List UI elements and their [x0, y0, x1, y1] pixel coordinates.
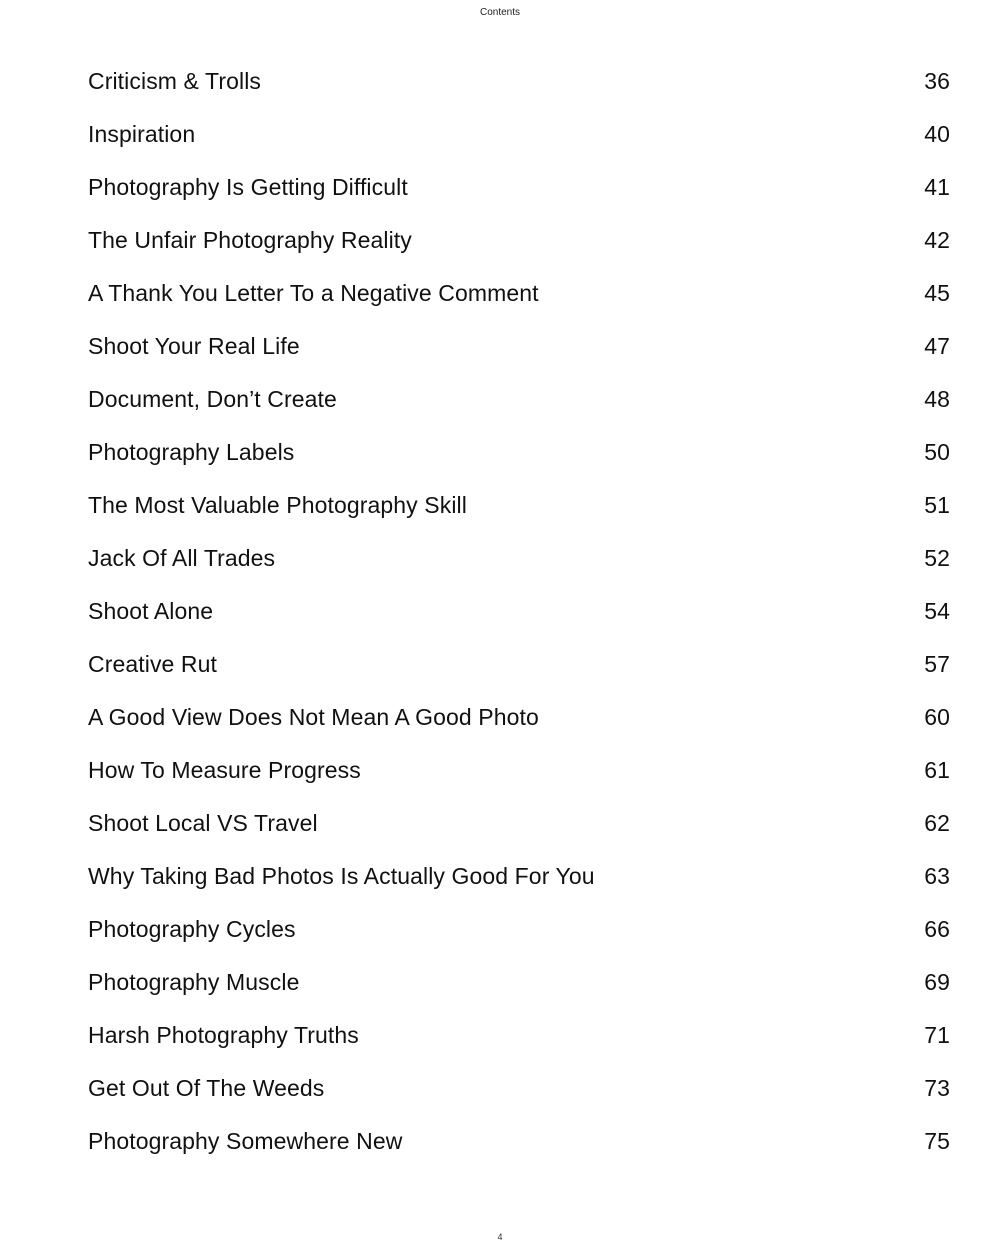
toc-entry-title: Criticism & Trolls — [88, 67, 262, 94]
toc-entry[interactable] — [88, 955, 950, 1008]
toc-entry[interactable] — [88, 690, 950, 743]
toc-entry-page: 61 — [924, 756, 950, 783]
toc-entry-title: Document, Don’t Create — [88, 385, 337, 412]
table-of-contents — [88, 54, 950, 1167]
toc-entry-title: Get Out Of The Weeds — [88, 1074, 325, 1101]
toc-entry-page: 60 — [924, 703, 950, 730]
toc-entry-title: Photography Muscle — [88, 968, 300, 995]
toc-entry-page: 36 — [924, 67, 950, 94]
toc-entry-title: Creative Rut — [88, 650, 218, 677]
running-header: Contents — [479, 7, 521, 18]
toc-entry-page: 51 — [924, 491, 950, 518]
toc-entry[interactable] — [88, 478, 950, 531]
toc-entry[interactable] — [88, 54, 950, 107]
page-number: 4 — [497, 1232, 503, 1242]
toc-entry-title: The Most Valuable Photography Skill — [88, 491, 467, 518]
toc-entry[interactable] — [88, 531, 950, 584]
toc-entry-page: 50 — [924, 438, 950, 465]
toc-entry-page: 45 — [924, 279, 950, 306]
toc-entry[interactable] — [88, 902, 950, 955]
toc-entry-page: 57 — [924, 650, 950, 677]
toc-entry[interactable] — [88, 1008, 950, 1061]
toc-entry-page: 62 — [924, 809, 950, 836]
toc-entry-page: 41 — [924, 173, 950, 200]
toc-entry-title: A Thank You Letter To a Negative Comment — [88, 279, 539, 306]
toc-entry[interactable] — [88, 743, 950, 796]
toc-entry-title: Photography Labels — [88, 438, 295, 465]
toc-entry[interactable] — [88, 1061, 950, 1114]
toc-entry-page: 42 — [924, 226, 950, 253]
toc-entry-title: Photography Is Getting Difficult — [88, 173, 408, 200]
toc-entry-page: 40 — [924, 120, 950, 147]
toc-entry-title: Shoot Your Real Life — [88, 332, 300, 359]
toc-entry-title: Harsh Photography Truths — [88, 1021, 359, 1048]
toc-entry[interactable] — [88, 1114, 950, 1167]
toc-entry[interactable] — [88, 160, 950, 213]
toc-entry-title: How To Measure Progress — [88, 756, 361, 783]
toc-entry-page: 63 — [924, 862, 950, 889]
toc-entry[interactable] — [88, 637, 950, 690]
toc-entry-page: 69 — [924, 968, 950, 995]
toc-entry[interactable] — [88, 107, 950, 160]
toc-entry-page: 52 — [924, 544, 950, 571]
toc-entry-title: The Unfair Photography Reality — [88, 226, 412, 253]
toc-entry[interactable] — [88, 584, 950, 637]
toc-entry[interactable] — [88, 372, 950, 425]
toc-entry-title: Why Taking Bad Photos Is Actually Good For You — [88, 862, 595, 889]
toc-entry[interactable] — [88, 213, 950, 266]
toc-entry-page: 71 — [924, 1021, 950, 1048]
toc-entry-page: 47 — [924, 332, 950, 359]
toc-entry-title: A Good View Does Not Mean A Good Photo — [88, 703, 539, 730]
toc-entry[interactable] — [88, 266, 950, 319]
toc-entry-title: Photography Somewhere New — [88, 1127, 403, 1154]
toc-entry[interactable] — [88, 849, 950, 902]
toc-entry[interactable] — [88, 319, 950, 372]
toc-entry-page: 54 — [924, 597, 950, 624]
toc-entry-page: 75 — [924, 1127, 950, 1154]
toc-entry-title: Inspiration — [88, 120, 196, 147]
toc-entry-page: 73 — [924, 1074, 950, 1101]
toc-entry-page: 48 — [924, 385, 950, 412]
toc-entry-title: Jack Of All Trades — [88, 544, 276, 571]
toc-entry-title: Shoot Local VS Travel — [88, 809, 318, 836]
toc-entry-page: 66 — [924, 915, 950, 942]
toc-entry-title: Photography Cycles — [88, 915, 296, 942]
toc-entry-title: Shoot Alone — [88, 597, 214, 624]
toc-entry[interactable] — [88, 796, 950, 849]
toc-entry[interactable] — [88, 425, 950, 478]
